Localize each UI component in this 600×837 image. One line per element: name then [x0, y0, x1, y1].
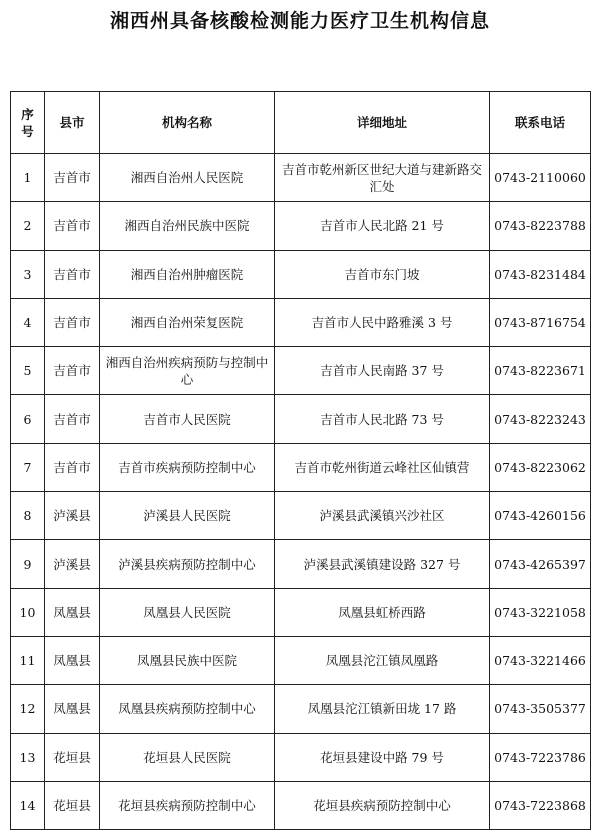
header-row: [11, 92, 591, 154]
header-address: 详细地址: [275, 92, 490, 154]
cell-phone: 0743-8223243: [490, 395, 591, 443]
table-row: [11, 154, 591, 202]
cell-county: 泸溪县: [45, 540, 100, 588]
cell-address: 吉首市乾州街道云峰社区仙镇营: [275, 443, 490, 491]
cell-name: 凤凰县民族中医院: [100, 636, 275, 684]
cell-address: 吉首市人民北路 73 号: [275, 395, 490, 443]
cell-no: 3: [11, 250, 45, 298]
cell-name: 花垣县人民医院: [100, 733, 275, 781]
cell-address: 凤凰县沱江镇新田垅 17 路: [275, 685, 490, 733]
cell-name: 湘西自治州肿瘤医院: [100, 250, 275, 298]
cell-no: 9: [11, 540, 45, 588]
cell-county: 吉首市: [45, 443, 100, 491]
header-seq-line1: 序: [21, 106, 34, 122]
cell-name: 泸溪县疾病预防控制中心: [100, 540, 275, 588]
cell-no: 5: [11, 347, 45, 395]
cell-address: 吉首市东门坡: [275, 250, 490, 298]
cell-phone: 0743-3221058: [490, 588, 591, 636]
cell-name: 湘西自治州荣复医院: [100, 298, 275, 346]
cell-county: 吉首市: [45, 347, 100, 395]
cell-county: 凤凰县: [45, 588, 100, 636]
cell-county: 吉首市: [45, 202, 100, 250]
cell-address: 吉首市人民北路 21 号: [275, 202, 490, 250]
cell-county: 凤凰县: [45, 685, 100, 733]
cell-address: 花垣县建设中路 79 号: [275, 733, 490, 781]
institution-table: [10, 91, 591, 830]
cell-phone: 0743-7223868: [490, 781, 591, 829]
cell-no: 2: [11, 202, 45, 250]
cell-phone: 0743-7223786: [490, 733, 591, 781]
cell-county: 吉首市: [45, 298, 100, 346]
cell-name: 凤凰县人民医院: [100, 588, 275, 636]
cell-name: 泸溪县人民医院: [100, 492, 275, 540]
header-county: 县市: [45, 92, 100, 154]
cell-no: 12: [11, 685, 45, 733]
cell-address: 泸溪县武溪镇建设路 327 号: [275, 540, 490, 588]
table-row: [11, 443, 591, 491]
cell-county: 凤凰县: [45, 636, 100, 684]
cell-address: 吉首市人民南路 37 号: [275, 347, 490, 395]
cell-name: 湘西自治州民族中医院: [100, 202, 275, 250]
cell-phone: 0743-8223671: [490, 347, 591, 395]
table-row: [11, 395, 591, 443]
table-row: [11, 202, 591, 250]
cell-no: 11: [11, 636, 45, 684]
table-row: [11, 492, 591, 540]
header-name: 机构名称: [100, 92, 275, 154]
cell-county: 花垣县: [45, 733, 100, 781]
table-row: [11, 298, 591, 346]
table-row: [11, 588, 591, 636]
table-row: [11, 781, 591, 829]
cell-phone: 0743-4265397: [490, 540, 591, 588]
cell-phone: 0743-8223788: [490, 202, 591, 250]
header-phone: 联系电话: [490, 92, 591, 154]
cell-address: 泸溪县武溪镇兴沙社区: [275, 492, 490, 540]
cell-county: 花垣县: [45, 781, 100, 829]
table-row: [11, 250, 591, 298]
cell-county: 吉首市: [45, 250, 100, 298]
cell-no: 13: [11, 733, 45, 781]
header-seq-line2: 号: [21, 123, 34, 139]
cell-county: 吉首市: [45, 395, 100, 443]
table-row: [11, 733, 591, 781]
header-seq: [11, 92, 45, 154]
page-title: 湘西州具备核酸检测能力医疗卫生机构信息: [109, 10, 490, 32]
cell-address: 凤凰县沱江镇凤凰路: [275, 636, 490, 684]
cell-county: 吉首市: [45, 154, 100, 202]
cell-address: 凤凰县虹桥西路: [275, 588, 490, 636]
cell-no: 4: [11, 298, 45, 346]
table-row: [11, 347, 591, 395]
cell-no: 14: [11, 781, 45, 829]
table-header: [11, 92, 591, 154]
cell-phone: 0743-8231484: [490, 250, 591, 298]
cell-phone: 0743-2110060: [490, 154, 591, 202]
cell-address: 吉首市乾州新区世纪大道与建新路交汇处: [275, 154, 490, 202]
cell-no: 6: [11, 395, 45, 443]
cell-name: 湘西自治州人民医院: [100, 154, 275, 202]
cell-no: 1: [11, 154, 45, 202]
cell-name: 湘西自治州疾病预防与控制中心: [100, 347, 275, 395]
cell-address: 吉首市人民中路雅溪 3 号: [275, 298, 490, 346]
table-row: [11, 540, 591, 588]
table-body: [11, 154, 591, 830]
cell-name: 凤凰县疾病预防控制中心: [100, 685, 275, 733]
cell-name: 吉首市人民医院: [100, 395, 275, 443]
cell-name: 花垣县疾病预防控制中心: [100, 781, 275, 829]
cell-phone: 0743-3505377: [490, 685, 591, 733]
cell-name: 吉首市疾病预防控制中心: [100, 443, 275, 491]
cell-address: 花垣县疾病预防控制中心: [275, 781, 490, 829]
cell-county: 泸溪县: [45, 492, 100, 540]
table-row: [11, 636, 591, 684]
cell-no: 10: [11, 588, 45, 636]
table-row: [11, 685, 591, 733]
cell-phone: 0743-3221466: [490, 636, 591, 684]
cell-phone: 0743-4260156: [490, 492, 591, 540]
cell-phone: 0743-8716754: [490, 298, 591, 346]
cell-no: 8: [11, 492, 45, 540]
cell-no: 7: [11, 443, 45, 491]
cell-phone: 0743-8223062: [490, 443, 591, 491]
